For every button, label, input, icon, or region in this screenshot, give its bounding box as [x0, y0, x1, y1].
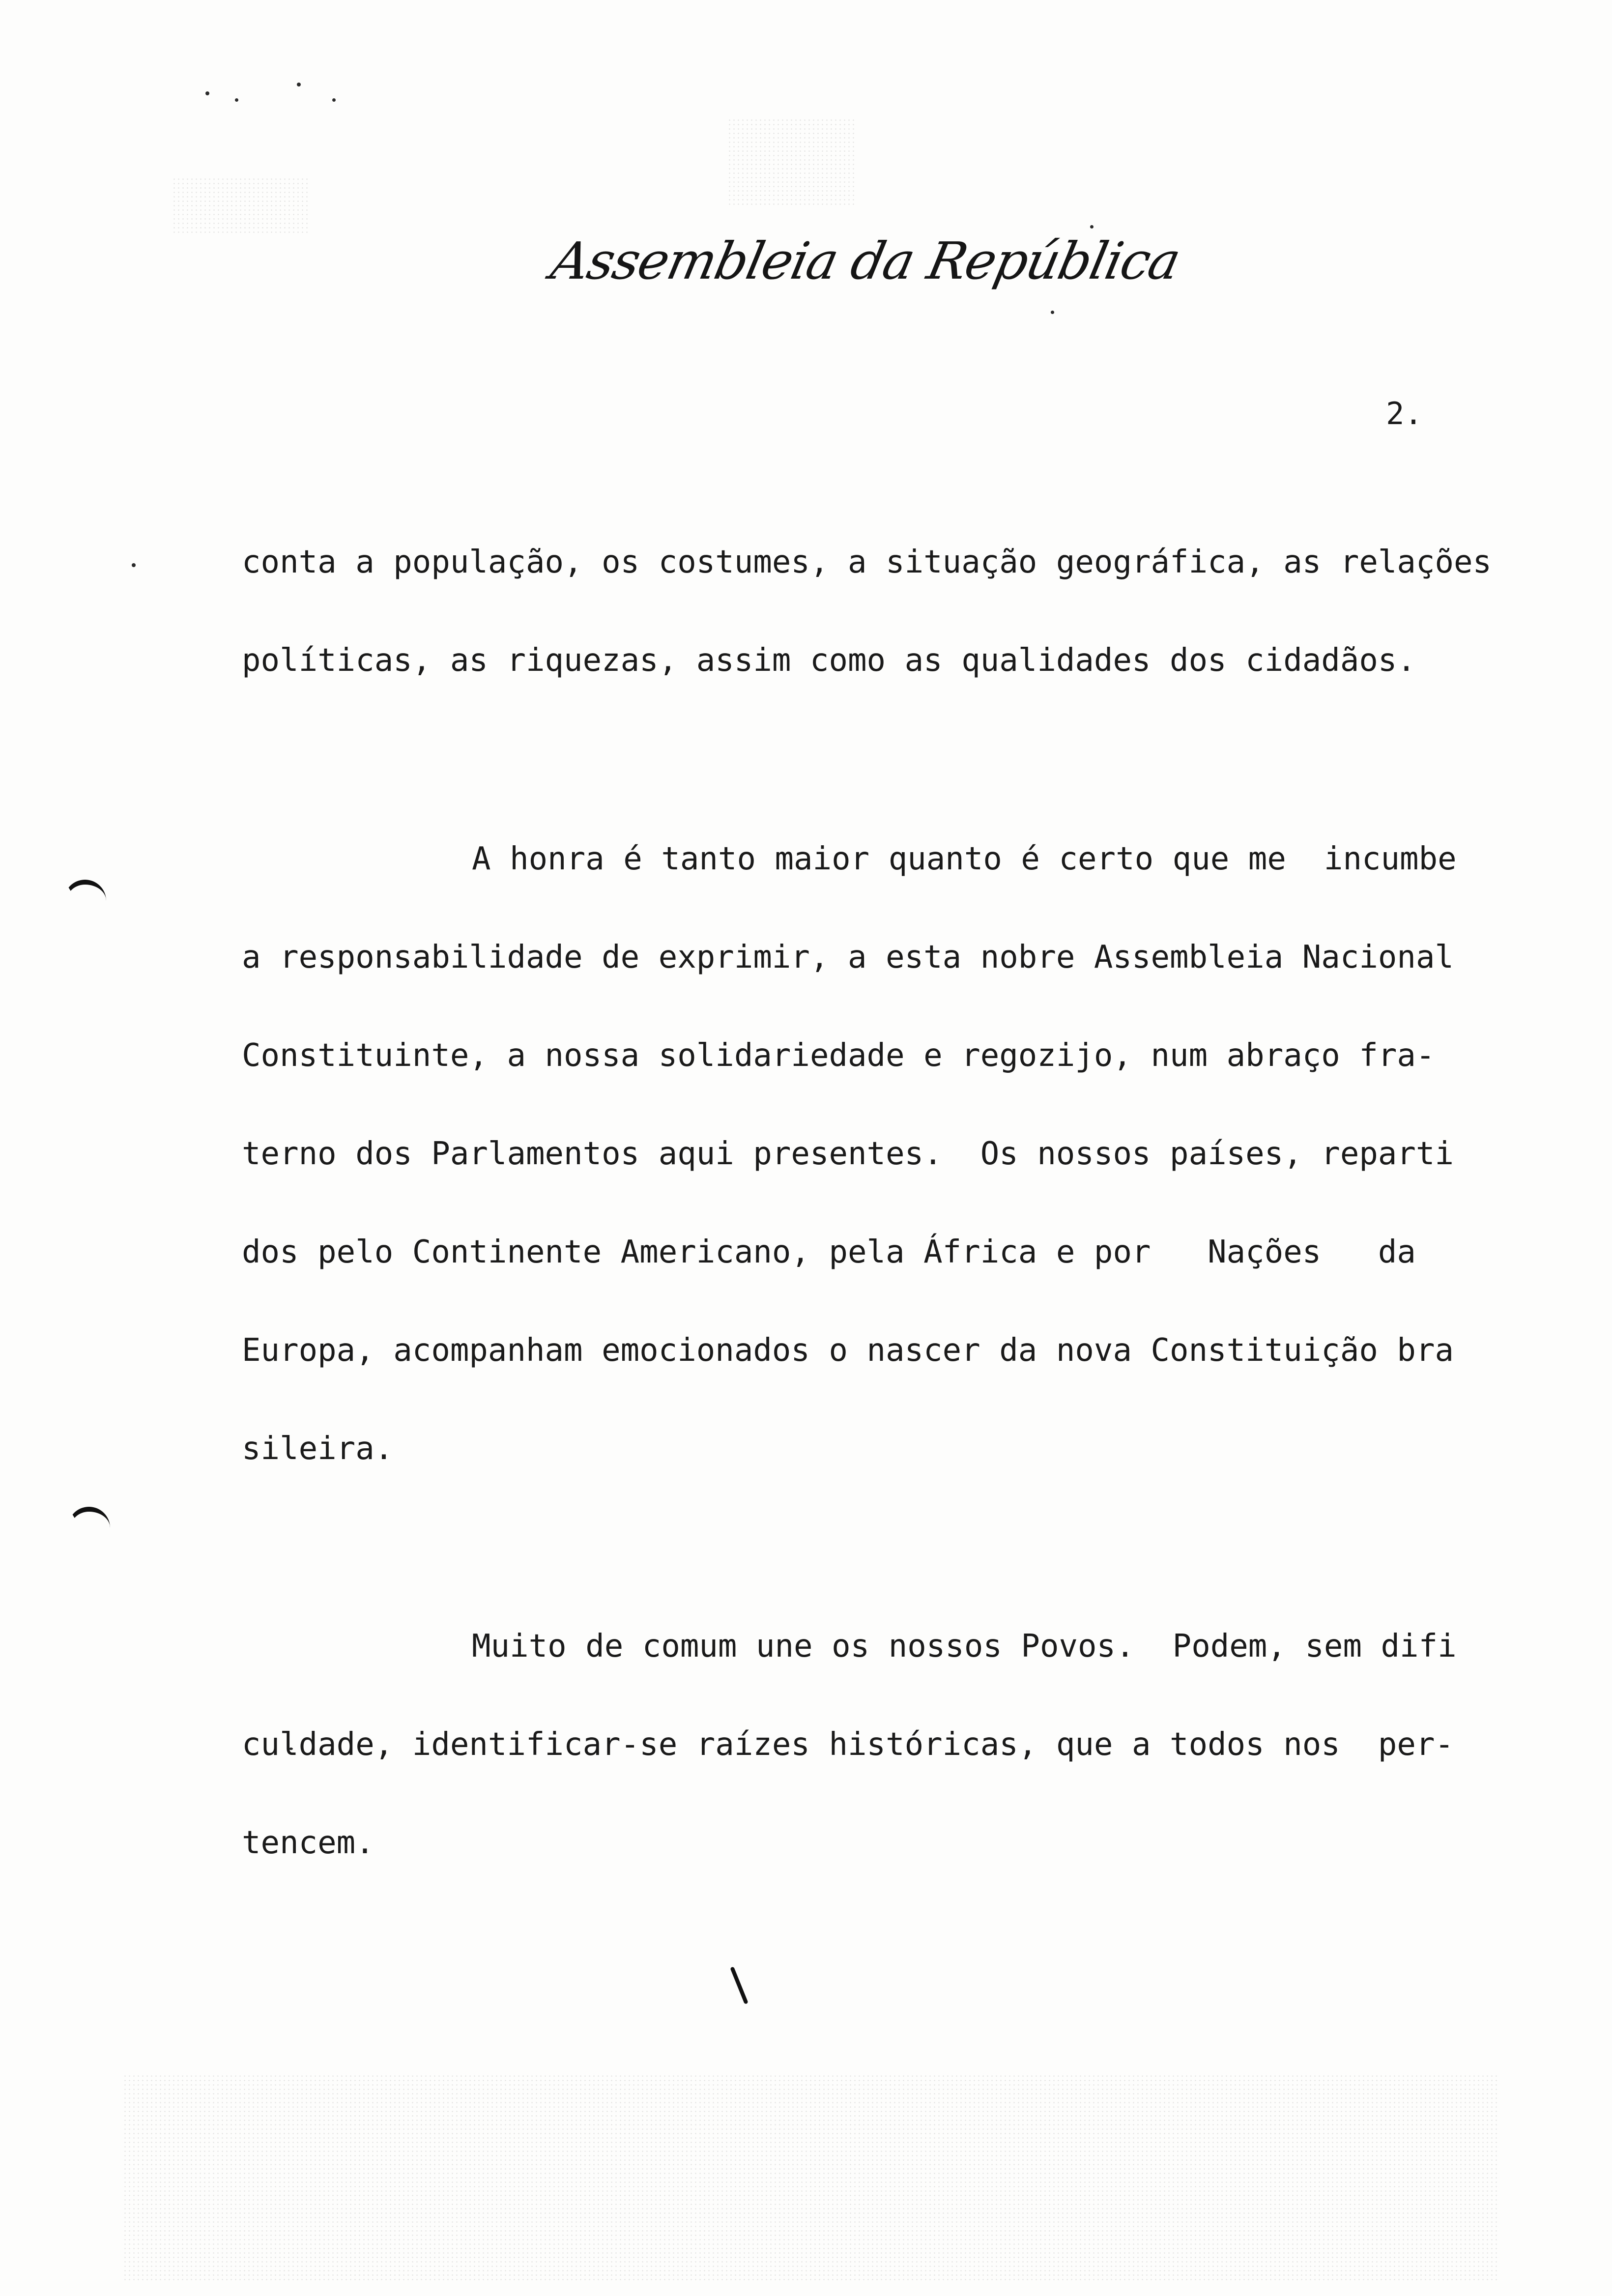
scan-speck: [297, 83, 301, 86]
scan-noise: [123, 2074, 1499, 2280]
scan-speck: [1051, 311, 1054, 314]
scan-speck: [132, 563, 136, 567]
scan-speck: [205, 91, 209, 95]
scan-speck: [1090, 225, 1094, 229]
scan-noise: [172, 177, 310, 236]
text-line: terno dos Parlamentos aqui presentes. Os nossos países, reparti: [242, 1136, 1454, 1172]
text-line: sileira.: [242, 1431, 394, 1467]
text-line: A honra é tanto maior quanto é certo que me incumbe: [472, 841, 1457, 877]
text-line: Muito de comum une os nossos Povos. Podem, sem difi: [472, 1628, 1457, 1665]
text-line: políticas, as riquezas, assim como as qualidades dos cidadãos.: [242, 642, 1416, 679]
text-line: tencem.: [242, 1825, 374, 1861]
scan-speck: [332, 98, 336, 102]
page-number: 2.: [1386, 396, 1423, 431]
scan-speck: [235, 98, 238, 102]
text-line: dos pelo Continente Americano, pela África e por Nações da: [242, 1234, 1416, 1270]
binding-mark: [68, 1507, 110, 1541]
letterhead-title: Assembleia da República: [546, 231, 1185, 291]
text-line: culdade, identificar-se raízes históricas, que a todos nos per-: [242, 1726, 1454, 1763]
text-line: conta a população, os costumes, a situação geográfica, as relações: [242, 544, 1492, 580]
text-line: Constituinte, a nossa solidariedade e regozijo, num abraço fra-: [242, 1037, 1435, 1074]
pen-mark: [730, 1966, 748, 2004]
text-line: a responsabilidade de exprimir, a esta nobre Assembleia Nacional: [242, 939, 1454, 976]
scan-noise: [727, 118, 855, 206]
text-line: Europa, acompanham emocionados o nascer da nova Constituição bra: [242, 1332, 1454, 1369]
binding-mark: [64, 880, 106, 914]
